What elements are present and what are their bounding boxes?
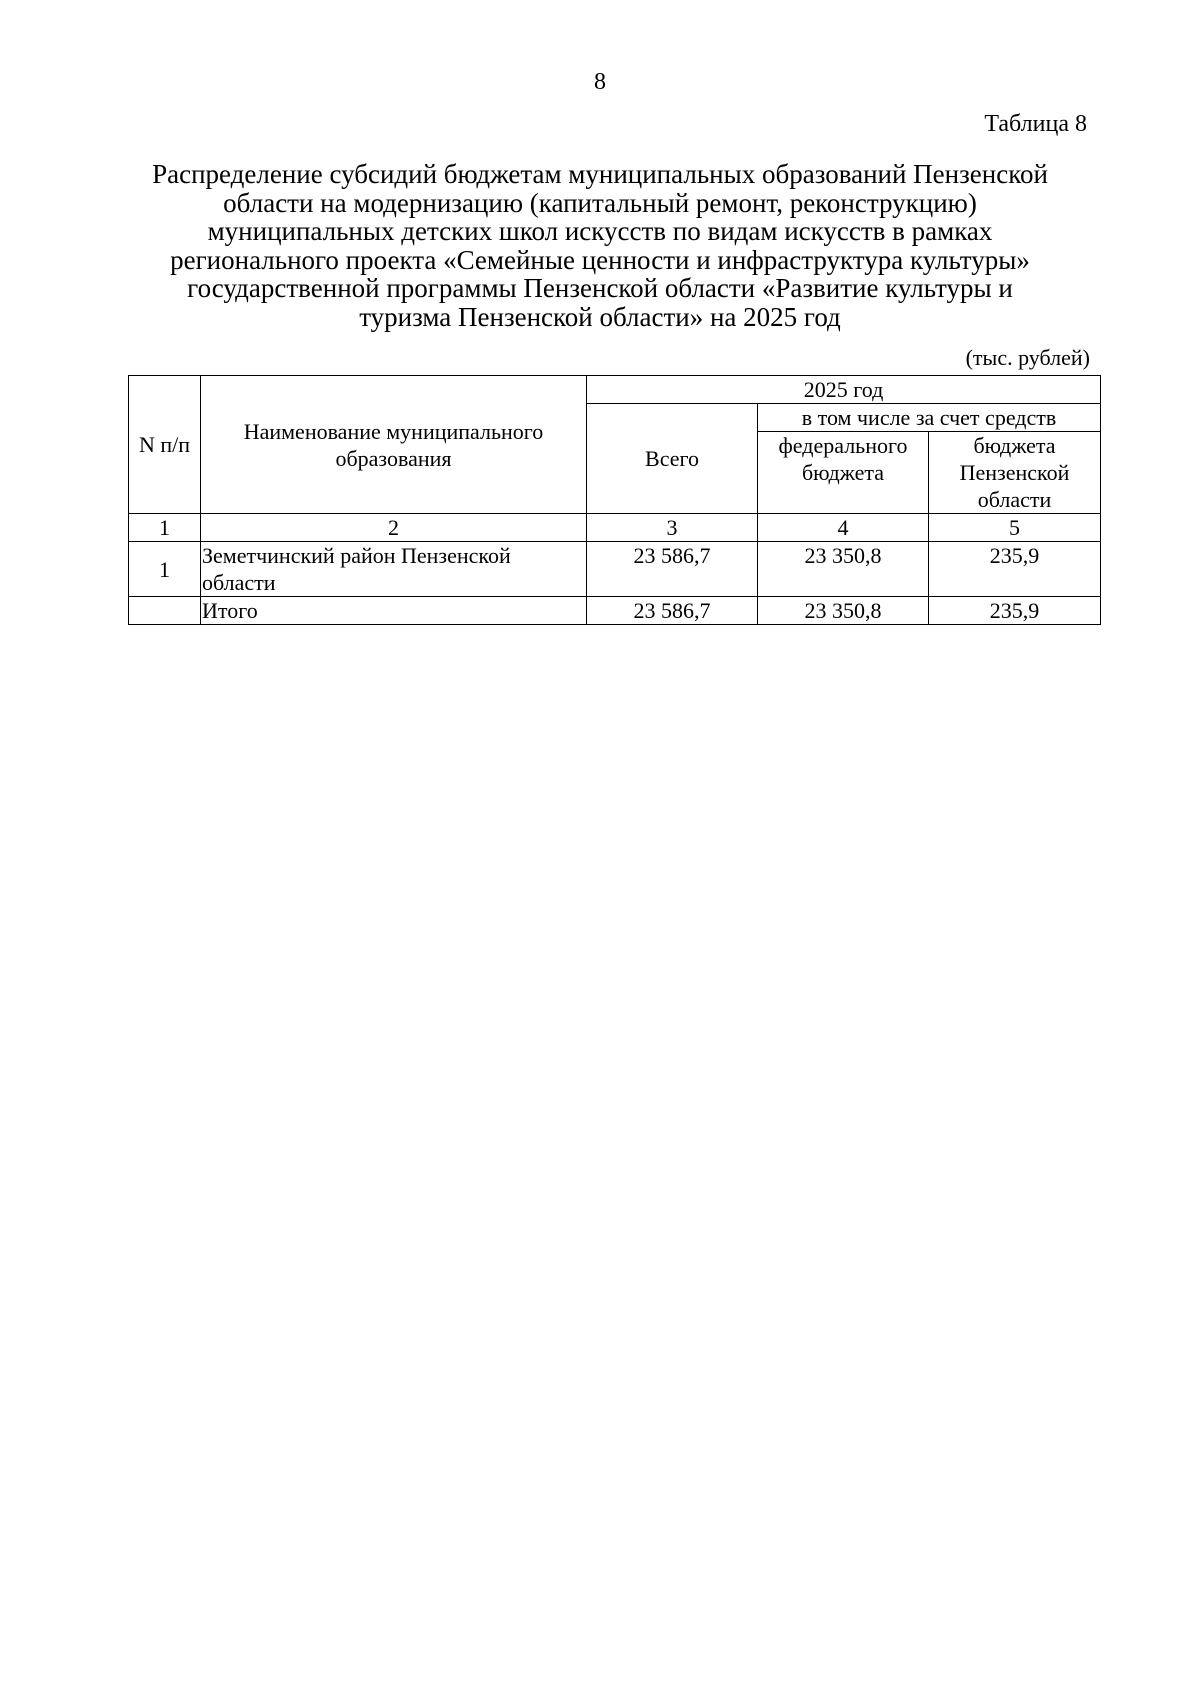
title-line: туризма Пензенской области» на 2025 год — [359, 301, 841, 332]
units-label: (тыс. рублей) — [965, 345, 1090, 370]
header-name: Наименование муниципального образования — [201, 376, 587, 514]
header-federal: федерального бюджета — [758, 432, 929, 514]
row-regional: 235,9 — [929, 542, 1101, 597]
header-regional: бюджета Пензенской области — [929, 432, 1101, 514]
total-federal: 23 350,8 — [758, 597, 929, 625]
row-federal: 23 350,8 — [758, 542, 929, 597]
total-num — [129, 597, 201, 625]
header-num: N п/п — [129, 376, 201, 514]
total-total: 23 586,7 — [587, 597, 758, 625]
row-name: Земетчинский район Пензенской области — [201, 542, 587, 597]
page-number: 8 — [594, 69, 606, 95]
row-total: 23 586,7 — [587, 542, 758, 597]
table-label: Таблица 8 — [984, 111, 1087, 137]
header-year: 2025 год — [587, 376, 1101, 404]
column-number: 2 — [201, 514, 587, 542]
column-number: 5 — [929, 514, 1101, 542]
title-line: регионального проекта «Семейные ценности и инфраструктура культуры» — [170, 244, 1030, 275]
document-title — [110, 160, 1090, 331]
total-regional: 235,9 — [929, 597, 1101, 625]
table-row — [129, 542, 1101, 597]
column-number-row — [129, 514, 1101, 542]
row-num: 1 — [129, 542, 201, 597]
title-line: области на модернизацию (капитальный ремонт, реконструкцию) — [223, 187, 977, 218]
header-row — [129, 376, 1101, 404]
column-number: 3 — [587, 514, 758, 542]
title-line: Распределение субсидий бюджетам муниципальных образований Пензенской — [152, 159, 1048, 189]
header-including: в том числе за счет средств — [758, 404, 1101, 432]
column-number: 4 — [758, 514, 929, 542]
total-row — [129, 597, 1101, 625]
subsidy-table — [128, 375, 1101, 625]
column-number: 1 — [129, 514, 201, 542]
title-line: государственной программы Пензенской области «Развитие культуры и — [187, 273, 1013, 303]
title-line: муниципальных детских школ искусств по видам искусств в рамках — [207, 216, 993, 246]
total-name: Итого — [201, 597, 587, 625]
header-total: Всего — [587, 404, 758, 514]
